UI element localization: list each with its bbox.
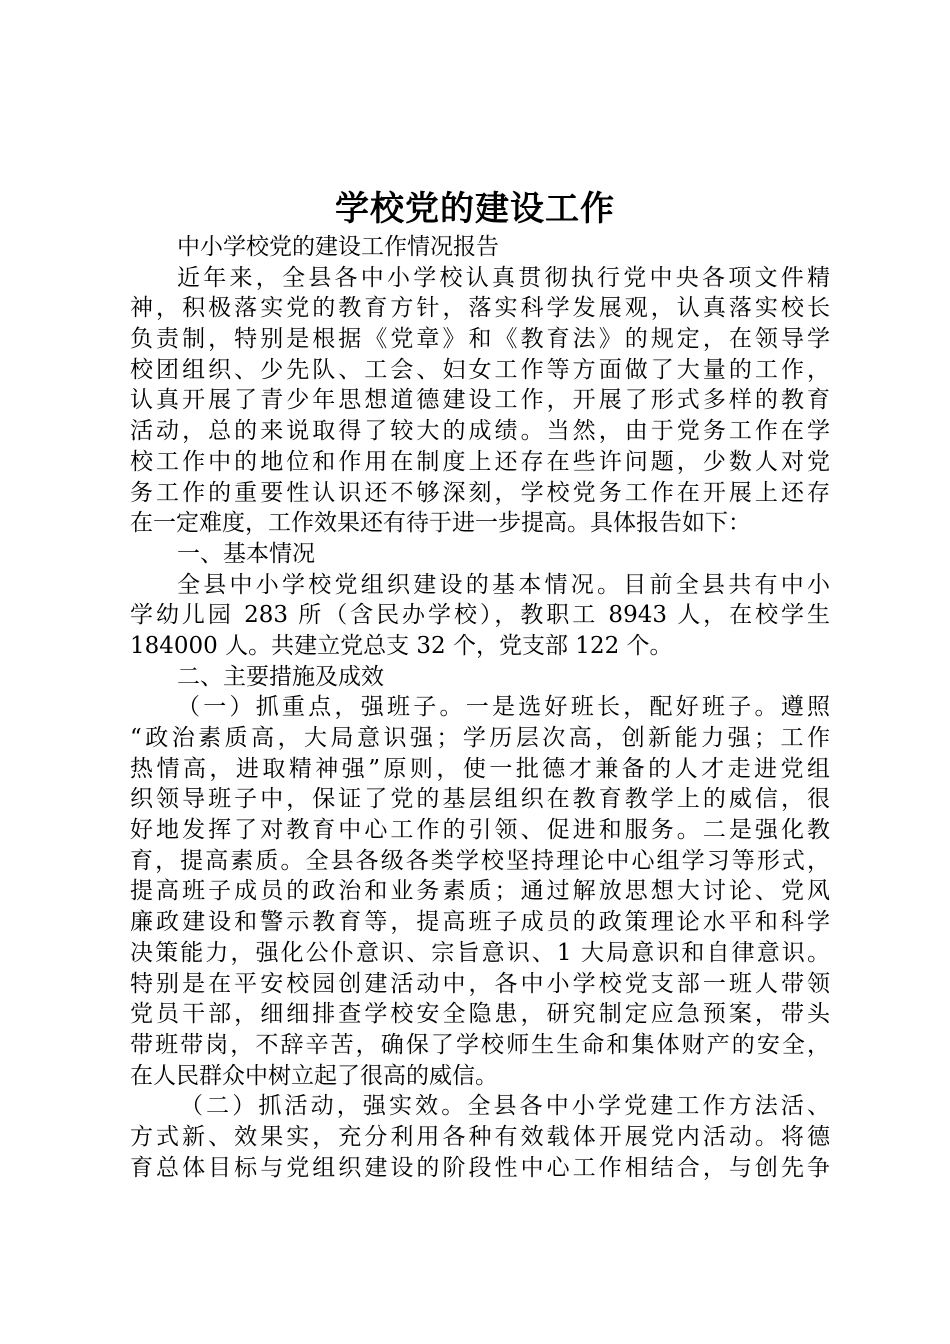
paragraph-line: 育，提高素质。全县各级各类学校坚持理论中心组学习等形式，	[130, 847, 830, 874]
paragraph-line: “政治素质高，大局意识强；学历层次高，创新能力强；工作	[130, 725, 830, 751]
paragraph-line: 校工作中的地位和作用在制度上还存在些许问题，少数人对党	[130, 448, 830, 475]
paragraph-line: 活动，总的来说取得了较大的成绩。当然，由于党务工作在学	[130, 418, 830, 445]
document-title: 学校党的建设工作	[335, 189, 615, 229]
paragraph-line: 带班带岗，不辞辛苦，确保了学校师生生命和集体财产的安全，	[130, 1031, 830, 1058]
paragraph-line: 提高班子成员的政治和业务素质；通过解放思想大讨论、党风	[130, 878, 830, 905]
document-body	[130, 232, 830, 1183]
paragraph-line: 全县中小学校党组织建设的基本情况。目前全县共有中小	[177, 571, 830, 598]
paragraph-line: 在人民群众中树立起了很高的威信。	[130, 1062, 498, 1089]
paragraph-line: 织领导班子中，保证了党的基层组织在教育教学上的威信，很	[130, 786, 830, 813]
paragraph-line: 近年来，全县各中小学校认真贯彻执行党中央各项文件精	[177, 264, 830, 291]
paragraph-line: 方式新、效果实，充分利用各种有效载体开展党内活动。将德	[130, 1123, 830, 1150]
paragraph-line: 特别是在平安校园创建活动中，各中小学校党支部一班人带领	[130, 970, 830, 997]
section-heading: 一、基本情况	[177, 540, 315, 567]
paragraph-line: 好地发挥了对教育中心工作的引领、促进和服务。二是强化教	[130, 817, 830, 844]
paragraph-line: 廉政建设和警示教育等，提高班子成员的政策理论水平和科学	[130, 909, 830, 936]
paragraph-line: 学幼儿园 283 所（含民办学校），教职工 8943 人，在校学生	[130, 602, 830, 629]
section-heading: 二、主要措施及成效	[177, 663, 384, 690]
paragraph-line: 184000 人。共建立党总支 32 个，党支部 122 个。	[130, 632, 673, 659]
paragraph-line: 党员干部，细细排查学校安全隐患，研究制定应急预案，带头	[130, 1001, 830, 1028]
paragraph-line: 负责制，特别是根据《党章》和《教育法》的规定，在领导学	[130, 326, 830, 353]
paragraph-line: 热情高，进取精神强”原则，使一批德才兼备的人才走进党组	[130, 755, 830, 782]
paragraph-line: 校团组织、少先队、工会、妇女工作等方面做了大量的工作，	[130, 356, 830, 383]
paragraph-line: 务工作的重要性认识还不够深刻，学校党务工作在开展上还存	[130, 479, 830, 506]
paragraph-line: 神，积极落实党的教育方针，落实科学发展观，认真落实校长	[130, 295, 830, 322]
paragraph-line: （二）抓活动，强实效。全县各中小学党建工作方法活、	[180, 1093, 830, 1120]
paragraph-line: 在一定难度，工作效果还有待于进一步提高。具体报告如下：	[130, 510, 751, 537]
paragraph-line: 认真开展了青少年思想道德建设工作，开展了形式多样的教育	[130, 387, 830, 414]
paragraph-line: 决策能力，强化公仆意识、宗旨意识、1 大局意识和自律意识。	[130, 939, 830, 966]
report-subtitle: 中小学校党的建设工作情况报告	[177, 234, 499, 260]
paragraph-line: 育总体目标与党组织建设的阶段性中心工作相结合，与创先争	[130, 1154, 830, 1181]
paragraph-line: （一）抓重点，强班子。一是选好班长，配好班子。遵照	[177, 694, 830, 721]
